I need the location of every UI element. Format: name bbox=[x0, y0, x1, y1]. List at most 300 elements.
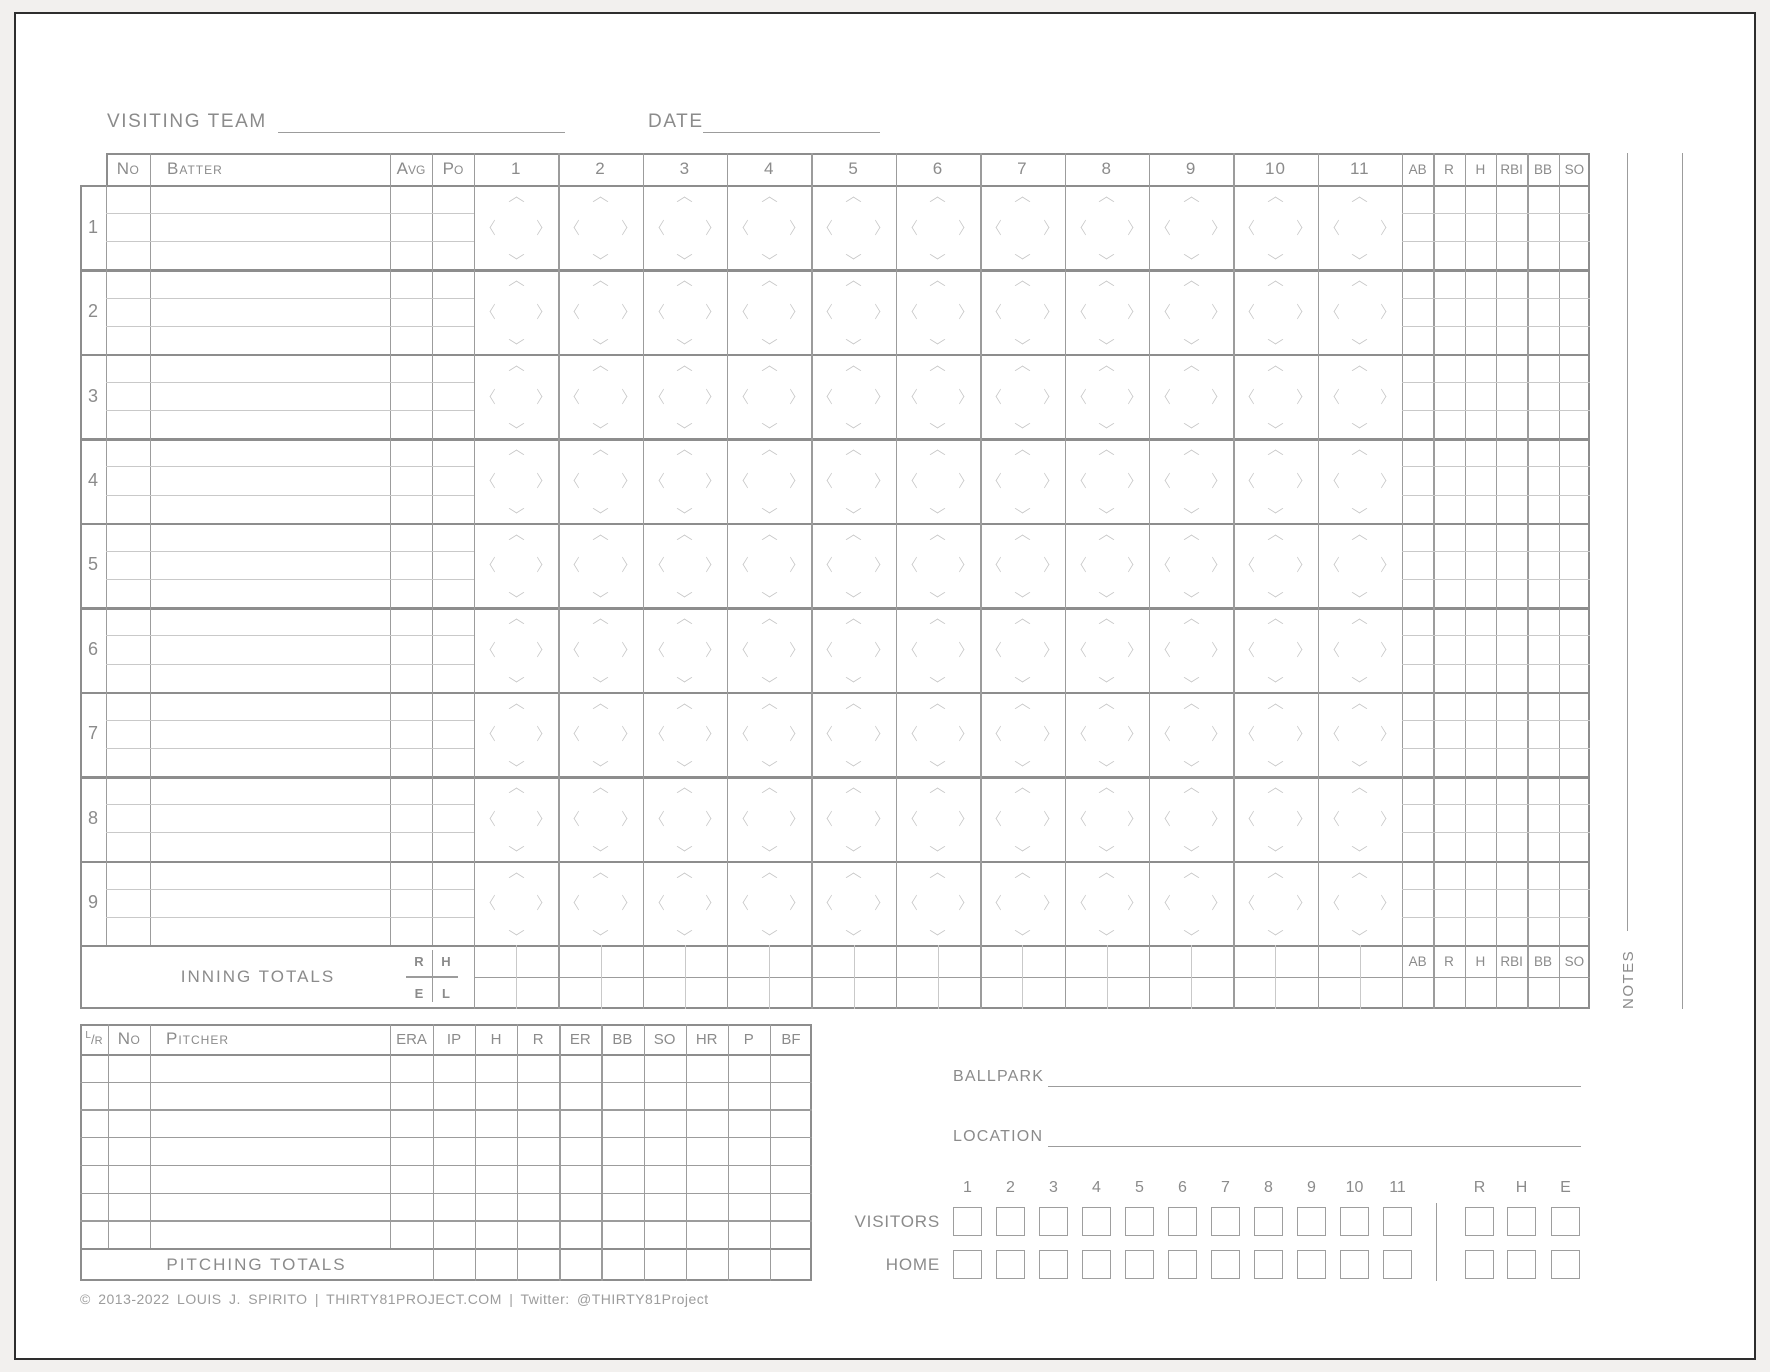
batter-no-cell[interactable] bbox=[106, 664, 150, 692]
scoring-diamond-cell[interactable] bbox=[1318, 438, 1402, 522]
batter-po-cell[interactable] bbox=[432, 269, 474, 297]
batter-name-cell[interactable] bbox=[150, 213, 390, 241]
scoring-diamond-cell[interactable] bbox=[643, 185, 727, 269]
batter-po-cell[interactable] bbox=[432, 804, 474, 832]
batter-stat-cell[interactable] bbox=[1402, 635, 1433, 663]
scoring-diamond-cell[interactable] bbox=[558, 269, 642, 353]
batter-name-cell[interactable] bbox=[150, 720, 390, 748]
batter-po-cell[interactable] bbox=[432, 776, 474, 804]
batter-no-cell[interactable] bbox=[106, 861, 150, 889]
scoring-diamond-cell[interactable] bbox=[980, 354, 1064, 438]
scoring-diamond-cell[interactable] bbox=[1318, 861, 1402, 945]
batter-stat-cell[interactable] bbox=[1433, 748, 1464, 776]
pitcher-er-cell[interactable] bbox=[559, 1109, 601, 1137]
batter-avg-cell[interactable] bbox=[390, 354, 432, 382]
inning-total-cell[interactable] bbox=[896, 977, 938, 1009]
batter-stat-cell[interactable] bbox=[1559, 720, 1590, 748]
batter-po-cell[interactable] bbox=[432, 607, 474, 635]
batter-no-cell[interactable] bbox=[106, 298, 150, 326]
scoring-diamond-cell[interactable] bbox=[980, 269, 1064, 353]
scoring-diamond-cell[interactable] bbox=[1233, 861, 1317, 945]
scoring-diamond-cell[interactable] bbox=[1065, 692, 1149, 776]
batter-stat-cell[interactable] bbox=[1496, 438, 1527, 466]
pitching-total-cell[interactable] bbox=[770, 1248, 812, 1281]
linescore-rhe-box-visitors[interactable] bbox=[1507, 1207, 1536, 1236]
batter-stat-cell[interactable] bbox=[1496, 776, 1527, 804]
pitcher-h-cell[interactable] bbox=[475, 1082, 517, 1110]
batter-stat-cell[interactable] bbox=[1402, 889, 1433, 917]
batter-no-cell[interactable] bbox=[106, 495, 150, 523]
batter-stat-cell[interactable] bbox=[1465, 748, 1496, 776]
pitcher-hand-cell[interactable] bbox=[80, 1193, 108, 1221]
batter-stat-cell[interactable] bbox=[1433, 410, 1464, 438]
pitcher-p-cell[interactable] bbox=[728, 1220, 770, 1248]
batter-name-cell[interactable] bbox=[150, 917, 390, 945]
pitcher-p-cell[interactable] bbox=[728, 1109, 770, 1137]
batter-stat-cell[interactable] bbox=[1433, 551, 1464, 579]
batter-stat-cell[interactable] bbox=[1402, 861, 1433, 889]
batter-name-cell[interactable] bbox=[150, 551, 390, 579]
pitcher-so-cell[interactable] bbox=[644, 1137, 686, 1165]
scoring-diamond-cell[interactable] bbox=[727, 438, 811, 522]
scoring-diamond-cell[interactable] bbox=[643, 269, 727, 353]
scoring-diamond-cell[interactable] bbox=[980, 776, 1064, 860]
inning-total-cell[interactable] bbox=[727, 977, 769, 1009]
batter-avg-cell[interactable] bbox=[390, 269, 432, 297]
scoring-diamond-cell[interactable] bbox=[727, 523, 811, 607]
scoring-diamond-cell[interactable] bbox=[1149, 185, 1233, 269]
scoring-diamond-cell[interactable] bbox=[811, 523, 895, 607]
pitcher-p-cell[interactable] bbox=[728, 1054, 770, 1082]
pitcher-h-cell[interactable] bbox=[475, 1054, 517, 1082]
batter-stat-cell[interactable] bbox=[1465, 804, 1496, 832]
pitcher-era-cell[interactable] bbox=[390, 1109, 433, 1137]
batter-name-cell[interactable] bbox=[150, 776, 390, 804]
inning-total-cell[interactable] bbox=[811, 977, 853, 1009]
batter-stat-cell[interactable] bbox=[1527, 692, 1558, 720]
batter-stat-cell[interactable] bbox=[1465, 664, 1496, 692]
batter-stat-cell[interactable] bbox=[1496, 241, 1527, 269]
scoring-diamond-cell[interactable] bbox=[811, 692, 895, 776]
batter-stat-cell[interactable] bbox=[1402, 917, 1433, 945]
batter-stat-cell[interactable] bbox=[1559, 213, 1590, 241]
pitcher-bf-cell[interactable] bbox=[770, 1054, 812, 1082]
linescore-box-visitors[interactable] bbox=[953, 1207, 982, 1236]
batter-stat-cell[interactable] bbox=[1433, 635, 1464, 663]
batter-stat-cell[interactable] bbox=[1527, 185, 1558, 213]
pitcher-er-cell[interactable] bbox=[559, 1193, 601, 1221]
batter-no-cell[interactable] bbox=[106, 579, 150, 607]
batter-stat-cell[interactable] bbox=[1527, 551, 1558, 579]
batter-stat-cell[interactable] bbox=[1465, 269, 1496, 297]
pitcher-bf-cell[interactable] bbox=[770, 1137, 812, 1165]
batter-stat-cell[interactable] bbox=[1527, 861, 1558, 889]
pitcher-era-cell[interactable] bbox=[390, 1137, 433, 1165]
batter-stat-cell[interactable] bbox=[1496, 889, 1527, 917]
batter-stat-cell[interactable] bbox=[1402, 466, 1433, 494]
batter-po-cell[interactable] bbox=[432, 861, 474, 889]
ballpark-line[interactable] bbox=[1048, 1086, 1581, 1087]
batter-stat-cell[interactable] bbox=[1402, 664, 1433, 692]
pitcher-era-cell[interactable] bbox=[390, 1193, 433, 1221]
pitcher-hand-cell[interactable] bbox=[80, 1137, 108, 1165]
pitching-total-cell[interactable] bbox=[686, 1248, 728, 1281]
batter-po-cell[interactable] bbox=[432, 579, 474, 607]
batter-stat-cell[interactable] bbox=[1402, 382, 1433, 410]
linescore-box-visitors[interactable] bbox=[1125, 1207, 1154, 1236]
inning-total-cell[interactable] bbox=[1360, 945, 1402, 977]
scoring-diamond-cell[interactable] bbox=[896, 523, 980, 607]
pitcher-hr-cell[interactable] bbox=[686, 1109, 728, 1137]
scoring-diamond-cell[interactable] bbox=[558, 776, 642, 860]
scoring-diamond-cell[interactable] bbox=[727, 692, 811, 776]
batter-stat-cell[interactable] bbox=[1559, 776, 1590, 804]
inning-total-cell[interactable] bbox=[1191, 977, 1233, 1009]
scoring-diamond-cell[interactable] bbox=[558, 354, 642, 438]
batter-stat-cell[interactable] bbox=[1559, 354, 1590, 382]
batter-stat-cell[interactable] bbox=[1496, 185, 1527, 213]
batter-name-cell[interactable] bbox=[150, 185, 390, 213]
batter-po-cell[interactable] bbox=[432, 354, 474, 382]
batter-stat-cell[interactable] bbox=[1433, 664, 1464, 692]
batter-stat-cell[interactable] bbox=[1559, 861, 1590, 889]
scoring-diamond-cell[interactable] bbox=[1233, 438, 1317, 522]
batter-stat-cell[interactable] bbox=[1559, 269, 1590, 297]
batter-stat-cell[interactable] bbox=[1527, 466, 1558, 494]
batter-no-cell[interactable] bbox=[106, 438, 150, 466]
batter-stat-cell[interactable] bbox=[1527, 748, 1558, 776]
batter-stat-cell[interactable] bbox=[1559, 298, 1590, 326]
scoring-diamond-cell[interactable] bbox=[1065, 523, 1149, 607]
batter-stat-cell[interactable] bbox=[1433, 720, 1464, 748]
batter-avg-cell[interactable] bbox=[390, 748, 432, 776]
batter-stat-cell[interactable] bbox=[1559, 832, 1590, 860]
batter-po-cell[interactable] bbox=[432, 466, 474, 494]
team-stat-total-cell[interactable] bbox=[1527, 977, 1558, 1009]
batter-stat-cell[interactable] bbox=[1402, 607, 1433, 635]
batter-stat-cell[interactable] bbox=[1402, 692, 1433, 720]
pitcher-name-cell[interactable] bbox=[150, 1054, 390, 1082]
batter-no-cell[interactable] bbox=[106, 523, 150, 551]
pitcher-er-cell[interactable] bbox=[559, 1165, 601, 1193]
pitcher-hand-cell[interactable] bbox=[80, 1054, 108, 1082]
batter-no-cell[interactable] bbox=[106, 804, 150, 832]
pitcher-no-cell[interactable] bbox=[108, 1054, 150, 1082]
scoring-diamond-cell[interactable] bbox=[1149, 269, 1233, 353]
linescore-box-visitors[interactable] bbox=[1082, 1207, 1111, 1236]
batter-po-cell[interactable] bbox=[432, 889, 474, 917]
scoring-diamond-cell[interactable] bbox=[643, 861, 727, 945]
batter-no-cell[interactable] bbox=[106, 635, 150, 663]
pitcher-p-cell[interactable] bbox=[728, 1193, 770, 1221]
batter-stat-cell[interactable] bbox=[1527, 635, 1558, 663]
batter-name-cell[interactable] bbox=[150, 832, 390, 860]
batter-stat-cell[interactable] bbox=[1402, 213, 1433, 241]
linescore-box-visitors[interactable] bbox=[1039, 1207, 1068, 1236]
pitcher-name-cell[interactable] bbox=[150, 1193, 390, 1221]
batter-stat-cell[interactable] bbox=[1527, 664, 1558, 692]
scoring-diamond-cell[interactable] bbox=[558, 861, 642, 945]
batter-stat-cell[interactable] bbox=[1402, 495, 1433, 523]
scoring-diamond-cell[interactable] bbox=[1318, 607, 1402, 691]
scoring-diamond-cell[interactable] bbox=[811, 354, 895, 438]
pitcher-hr-cell[interactable] bbox=[686, 1082, 728, 1110]
batter-stat-cell[interactable] bbox=[1465, 185, 1496, 213]
pitcher-bb-cell[interactable] bbox=[601, 1109, 643, 1137]
inning-total-cell[interactable] bbox=[1065, 945, 1107, 977]
batter-name-cell[interactable] bbox=[150, 410, 390, 438]
batter-no-cell[interactable] bbox=[106, 410, 150, 438]
scoring-diamond-cell[interactable] bbox=[896, 354, 980, 438]
batter-stat-cell[interactable] bbox=[1496, 269, 1527, 297]
scoring-diamond-cell[interactable] bbox=[1149, 692, 1233, 776]
linescore-box-visitors[interactable] bbox=[1211, 1207, 1240, 1236]
batter-stat-cell[interactable] bbox=[1433, 776, 1464, 804]
batter-stat-cell[interactable] bbox=[1402, 776, 1433, 804]
batter-name-cell[interactable] bbox=[150, 241, 390, 269]
batter-no-cell[interactable] bbox=[106, 607, 150, 635]
batter-name-cell[interactable] bbox=[150, 635, 390, 663]
scoring-diamond-cell[interactable] bbox=[980, 607, 1064, 691]
inning-total-cell[interactable] bbox=[1149, 977, 1191, 1009]
batter-stat-cell[interactable] bbox=[1559, 495, 1590, 523]
pitcher-hand-cell[interactable] bbox=[80, 1220, 108, 1248]
pitcher-r-cell[interactable] bbox=[517, 1109, 559, 1137]
batter-name-cell[interactable] bbox=[150, 748, 390, 776]
batter-avg-cell[interactable] bbox=[390, 917, 432, 945]
batter-po-cell[interactable] bbox=[432, 523, 474, 551]
batter-stat-cell[interactable] bbox=[1496, 354, 1527, 382]
scoring-diamond-cell[interactable] bbox=[896, 692, 980, 776]
batter-stat-cell[interactable] bbox=[1527, 410, 1558, 438]
scoring-diamond-cell[interactable] bbox=[474, 776, 558, 860]
scoring-diamond-cell[interactable] bbox=[558, 692, 642, 776]
inning-total-cell[interactable] bbox=[854, 945, 896, 977]
pitcher-no-cell[interactable] bbox=[108, 1220, 150, 1248]
scoring-diamond-cell[interactable] bbox=[727, 861, 811, 945]
batter-stat-cell[interactable] bbox=[1559, 664, 1590, 692]
batter-stat-cell[interactable] bbox=[1465, 241, 1496, 269]
batter-stat-cell[interactable] bbox=[1496, 720, 1527, 748]
scoring-diamond-cell[interactable] bbox=[1065, 861, 1149, 945]
batter-stat-cell[interactable] bbox=[1402, 523, 1433, 551]
scoring-diamond-cell[interactable] bbox=[980, 185, 1064, 269]
inning-total-cell[interactable] bbox=[601, 945, 643, 977]
inning-total-cell[interactable] bbox=[938, 977, 980, 1009]
pitcher-bb-cell[interactable] bbox=[601, 1137, 643, 1165]
batter-no-cell[interactable] bbox=[106, 551, 150, 579]
batter-stat-cell[interactable] bbox=[1559, 889, 1590, 917]
linescore-box-visitors[interactable] bbox=[1340, 1207, 1369, 1236]
linescore-box-visitors[interactable] bbox=[1168, 1207, 1197, 1236]
scoring-diamond-cell[interactable] bbox=[811, 776, 895, 860]
scoring-diamond-cell[interactable] bbox=[980, 861, 1064, 945]
scoring-diamond-cell[interactable] bbox=[727, 776, 811, 860]
scoring-diamond-cell[interactable] bbox=[474, 523, 558, 607]
batter-stat-cell[interactable] bbox=[1465, 466, 1496, 494]
batter-name-cell[interactable] bbox=[150, 466, 390, 494]
linescore-box-home[interactable] bbox=[1211, 1250, 1240, 1279]
batter-no-cell[interactable] bbox=[106, 241, 150, 269]
inning-total-cell[interactable] bbox=[1107, 977, 1149, 1009]
batter-stat-cell[interactable] bbox=[1559, 917, 1590, 945]
scoring-diamond-cell[interactable] bbox=[474, 692, 558, 776]
batter-stat-cell[interactable] bbox=[1465, 354, 1496, 382]
scoring-diamond-cell[interactable] bbox=[811, 269, 895, 353]
batter-stat-cell[interactable] bbox=[1527, 354, 1558, 382]
batter-no-cell[interactable] bbox=[106, 466, 150, 494]
pitcher-h-cell[interactable] bbox=[475, 1109, 517, 1137]
batter-stat-cell[interactable] bbox=[1433, 889, 1464, 917]
batter-avg-cell[interactable] bbox=[390, 720, 432, 748]
scoring-diamond-cell[interactable] bbox=[980, 692, 1064, 776]
batter-stat-cell[interactable] bbox=[1433, 185, 1464, 213]
batter-no-cell[interactable] bbox=[106, 720, 150, 748]
batter-name-cell[interactable] bbox=[150, 804, 390, 832]
batter-no-cell[interactable] bbox=[106, 354, 150, 382]
batter-stat-cell[interactable] bbox=[1465, 692, 1496, 720]
batter-stat-cell[interactable] bbox=[1559, 635, 1590, 663]
batter-stat-cell[interactable] bbox=[1527, 776, 1558, 804]
linescore-box-home[interactable] bbox=[953, 1250, 982, 1279]
team-stat-total-cell[interactable] bbox=[1433, 977, 1464, 1009]
batter-avg-cell[interactable] bbox=[390, 804, 432, 832]
batter-stat-cell[interactable] bbox=[1465, 832, 1496, 860]
batter-name-cell[interactable] bbox=[150, 607, 390, 635]
batter-stat-cell[interactable] bbox=[1527, 326, 1558, 354]
pitching-total-cell[interactable] bbox=[475, 1248, 517, 1281]
scoring-diamond-cell[interactable] bbox=[727, 185, 811, 269]
batter-stat-cell[interactable] bbox=[1433, 213, 1464, 241]
batter-stat-cell[interactable] bbox=[1402, 720, 1433, 748]
batter-stat-cell[interactable] bbox=[1559, 579, 1590, 607]
batter-po-cell[interactable] bbox=[432, 720, 474, 748]
pitcher-era-cell[interactable] bbox=[390, 1054, 433, 1082]
linescore-box-home[interactable] bbox=[996, 1250, 1025, 1279]
pitcher-ip-cell[interactable] bbox=[433, 1165, 475, 1193]
batter-po-cell[interactable] bbox=[432, 551, 474, 579]
pitching-total-cell[interactable] bbox=[517, 1248, 559, 1281]
notes-line-1[interactable] bbox=[1627, 153, 1628, 931]
pitcher-r-cell[interactable] bbox=[517, 1193, 559, 1221]
batter-name-cell[interactable] bbox=[150, 889, 390, 917]
batter-stat-cell[interactable] bbox=[1496, 382, 1527, 410]
scoring-diamond-cell[interactable] bbox=[643, 776, 727, 860]
pitcher-h-cell[interactable] bbox=[475, 1137, 517, 1165]
batter-stat-cell[interactable] bbox=[1402, 354, 1433, 382]
batter-stat-cell[interactable] bbox=[1559, 185, 1590, 213]
batter-stat-cell[interactable] bbox=[1496, 664, 1527, 692]
batter-stat-cell[interactable] bbox=[1465, 607, 1496, 635]
batter-avg-cell[interactable] bbox=[390, 241, 432, 269]
batter-avg-cell[interactable] bbox=[390, 438, 432, 466]
batter-no-cell[interactable] bbox=[106, 382, 150, 410]
batter-avg-cell[interactable] bbox=[390, 551, 432, 579]
batter-stat-cell[interactable] bbox=[1559, 382, 1590, 410]
batter-stat-cell[interactable] bbox=[1527, 438, 1558, 466]
linescore-box-home[interactable] bbox=[1039, 1250, 1068, 1279]
pitcher-r-cell[interactable] bbox=[517, 1165, 559, 1193]
batter-name-cell[interactable] bbox=[150, 269, 390, 297]
batter-stat-cell[interactable] bbox=[1527, 382, 1558, 410]
pitcher-ip-cell[interactable] bbox=[433, 1054, 475, 1082]
batter-name-cell[interactable] bbox=[150, 438, 390, 466]
batter-stat-cell[interactable] bbox=[1559, 692, 1590, 720]
inning-total-cell[interactable] bbox=[1191, 945, 1233, 977]
batter-avg-cell[interactable] bbox=[390, 185, 432, 213]
scoring-diamond-cell[interactable] bbox=[1233, 354, 1317, 438]
batter-stat-cell[interactable] bbox=[1465, 579, 1496, 607]
batter-stat-cell[interactable] bbox=[1559, 748, 1590, 776]
batter-po-cell[interactable] bbox=[432, 495, 474, 523]
linescore-box-visitors[interactable] bbox=[1297, 1207, 1326, 1236]
pitcher-r-cell[interactable] bbox=[517, 1082, 559, 1110]
scoring-diamond-cell[interactable] bbox=[1149, 438, 1233, 522]
linescore-box-home[interactable] bbox=[1297, 1250, 1326, 1279]
batter-po-cell[interactable] bbox=[432, 664, 474, 692]
pitcher-r-cell[interactable] bbox=[517, 1137, 559, 1165]
batter-stat-cell[interactable] bbox=[1433, 861, 1464, 889]
pitcher-er-cell[interactable] bbox=[559, 1054, 601, 1082]
pitching-total-cell[interactable] bbox=[601, 1248, 643, 1281]
pitcher-r-cell[interactable] bbox=[517, 1054, 559, 1082]
batter-stat-cell[interactable] bbox=[1496, 804, 1527, 832]
inning-total-cell[interactable] bbox=[811, 945, 853, 977]
inning-total-cell[interactable] bbox=[938, 945, 980, 977]
inning-total-cell[interactable] bbox=[474, 945, 516, 977]
pitcher-no-cell[interactable] bbox=[108, 1082, 150, 1110]
scoring-diamond-cell[interactable] bbox=[1233, 607, 1317, 691]
inning-total-cell[interactable] bbox=[1275, 977, 1317, 1009]
pitcher-p-cell[interactable] bbox=[728, 1165, 770, 1193]
scoring-diamond-cell[interactable] bbox=[1149, 861, 1233, 945]
inning-total-cell[interactable] bbox=[1107, 945, 1149, 977]
pitcher-bf-cell[interactable] bbox=[770, 1220, 812, 1248]
linescore-rhe-box-home[interactable] bbox=[1551, 1250, 1580, 1279]
batter-po-cell[interactable] bbox=[432, 241, 474, 269]
batter-avg-cell[interactable] bbox=[390, 776, 432, 804]
pitcher-bf-cell[interactable] bbox=[770, 1082, 812, 1110]
pitcher-bf-cell[interactable] bbox=[770, 1109, 812, 1137]
inning-total-cell[interactable] bbox=[727, 945, 769, 977]
scoring-diamond-cell[interactable] bbox=[1233, 776, 1317, 860]
inning-total-cell[interactable] bbox=[1318, 977, 1360, 1009]
batter-po-cell[interactable] bbox=[432, 213, 474, 241]
batter-stat-cell[interactable] bbox=[1559, 804, 1590, 832]
scoring-diamond-cell[interactable] bbox=[896, 269, 980, 353]
scoring-diamond-cell[interactable] bbox=[474, 861, 558, 945]
batter-stat-cell[interactable] bbox=[1465, 720, 1496, 748]
date-line[interactable] bbox=[703, 132, 880, 133]
notes-line-2[interactable] bbox=[1682, 153, 1683, 1009]
pitcher-no-cell[interactable] bbox=[108, 1165, 150, 1193]
batter-avg-cell[interactable] bbox=[390, 861, 432, 889]
visiting-team-line[interactable] bbox=[278, 132, 565, 133]
scoring-diamond-cell[interactable] bbox=[558, 438, 642, 522]
scoring-diamond-cell[interactable] bbox=[1149, 607, 1233, 691]
linescore-box-home[interactable] bbox=[1082, 1250, 1111, 1279]
inning-total-cell[interactable] bbox=[980, 945, 1022, 977]
scoring-diamond-cell[interactable] bbox=[474, 269, 558, 353]
batter-stat-cell[interactable] bbox=[1527, 213, 1558, 241]
pitcher-ip-cell[interactable] bbox=[433, 1193, 475, 1221]
batter-stat-cell[interactable] bbox=[1496, 692, 1527, 720]
pitcher-ip-cell[interactable] bbox=[433, 1109, 475, 1137]
batter-stat-cell[interactable] bbox=[1465, 410, 1496, 438]
pitcher-h-cell[interactable] bbox=[475, 1220, 517, 1248]
inning-total-cell[interactable] bbox=[769, 945, 811, 977]
batter-stat-cell[interactable] bbox=[1559, 438, 1590, 466]
